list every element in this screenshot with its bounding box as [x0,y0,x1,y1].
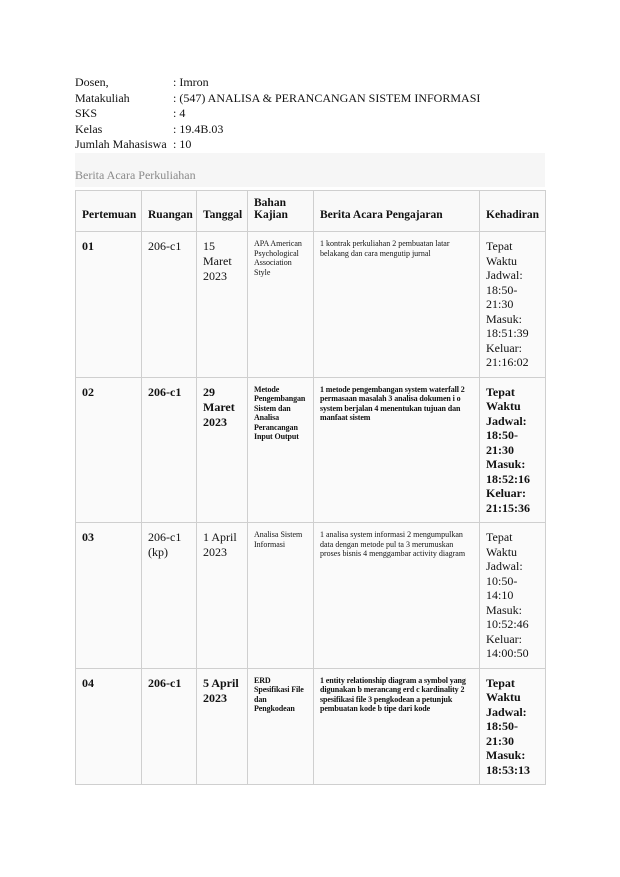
kehadiran-line: Jadwal: [486,559,523,573]
info-value: : (547) ANALISA & PERANCANGAN SISTEM INFORMASI [173,90,481,105]
kehadiran-line: Masuk: [486,457,526,471]
cell-bahan-kajian: Analisa Sistem Informasi [248,523,314,669]
kehadiran-line: 21:30 [486,297,514,311]
info-value: : 4 [173,106,186,120]
header-kehadiran: Kehadiran [480,191,546,232]
kehadiran-line: Jadwal: [486,704,527,719]
header-pertemuan: Pertemuan [76,191,142,232]
cell-berita-acara: 1 analisa system informasi 2 mengumpulkan data dengan metode pul ta 3 merumuskan proses bisnis 4 menggambar activity diagram [314,523,480,669]
kehadiran-line: 14:00:50 [486,646,529,660]
cell-tanggal: 29 Maret 2023 [197,377,248,523]
section-title: Berita Acara Perkuliahan [75,168,196,182]
header-ruangan: Ruangan [142,191,197,232]
table-row [76,523,546,669]
kehadiran-line: 10:50- [486,573,518,588]
header-bahan-kajian: Bahan Kajian [248,191,314,232]
kehadiran-line: Keluar: [486,631,522,646]
info-label: Kelas [75,121,103,136]
kehadiran-line: Waktu [486,253,518,268]
kehadiran-line: Waktu [486,399,521,413]
table-row [76,668,546,785]
kehadiran-line: Masuk: [486,602,522,617]
kehadiran-line: 18:50- [486,428,518,442]
kehadiran-line: Keluar: [486,486,526,500]
kehadiran-line: 14:10 [486,588,514,602]
cell-kehadiran [480,377,546,523]
kehadiran-line: Tepat [486,384,515,399]
header-tanggal: Tanggal [197,191,248,232]
cell-tanggal: 1 April 2023 [197,523,248,669]
kehadiran-line: Masuk: [486,311,522,326]
info-row-dosen [75,75,480,91]
info-value: : 19.4B.03 [173,121,224,136]
berita-acara-table [75,190,546,785]
kehadiran-line: 18:50- [486,282,518,297]
header-berita-acara: Berita Acara Pengajaran [314,191,480,232]
cell-tanggal: 15 Maret 2023 [197,232,248,378]
info-row-jumlah-mahasiswa [75,137,480,153]
info-label: Matakuliah [75,90,130,105]
cell-bahan-kajian: ERD Spesifikasi File dan Pengkodean [248,668,314,785]
cell-berita-acara: 1 metode pengembangan system waterfall 2 permasaan masalah 3 analisa dokumen i o system berjalan 4 menentukan tujuan dan manfaat sistem [314,377,480,523]
table-header-row [76,191,546,232]
cell-tanggal: 5 April 2023 [197,668,248,785]
kehadiran-line: Keluar: [486,340,522,355]
info-row-kelas [75,122,480,138]
kehadiran-line: 21:15:36 [486,500,530,515]
kehadiran-line: 10:52:46 [486,617,529,631]
cell-pertemuan: 03 [76,523,142,669]
kehadiran-line: 18:51:39 [486,326,529,340]
info-value: : Imron [173,75,209,89]
cell-pertemuan: 02 [76,377,142,523]
table-row [76,232,546,378]
info-label: SKS [75,106,98,120]
kehadiran-line: 18:53:13 [486,762,530,777]
kehadiran-line: 18:52:16 [486,471,530,486]
cell-ruangan: 206-c1 [142,232,197,378]
kehadiran-line: Tepat [486,675,515,690]
kehadiran-line: Tepat [486,239,513,253]
cell-kehadiran [480,523,546,669]
info-label: Dosen, [75,75,109,89]
kehadiran-line: Masuk: [486,748,526,762]
kehadiran-line: Jadwal: [486,413,527,428]
cell-kehadiran [480,232,546,378]
cell-bahan-kajian: APA American Psychological Association Style [248,232,314,378]
cell-pertemuan: 04 [76,668,142,785]
info-value: : 10 [173,137,192,151]
kehadiran-line: Jadwal: [486,268,523,282]
cell-pertemuan: 01 [76,232,142,378]
cell-ruangan: 206-c1 [142,668,197,785]
cell-ruangan: 206-c1 (kp) [142,523,197,669]
cell-ruangan: 206-c1 [142,377,197,523]
course-info [75,75,480,153]
kehadiran-line: 21:16:02 [486,355,529,369]
cell-bahan-kajian: Metode Pengembangan Sistem dan Analisa Perancangan Input Output [248,377,314,523]
info-label: Jumlah Mahasiswa [75,137,167,151]
cell-berita-acara: 1 entity relationship diagram a symbol yang digunakan b merancang erd c kardinality 2 spesifikasi file 3 pengkodean a petunjuk pembuatan kode b tipe dari kode [314,668,480,785]
kehadiran-line: Waktu [486,690,521,704]
kehadiran-line: 21:30 [486,733,514,748]
kehadiran-line: Waktu [486,544,518,559]
kehadiran-line: 21:30 [486,442,514,457]
cell-kehadiran [480,668,546,785]
kehadiran-line: 18:50- [486,719,518,733]
info-row-sks [75,106,480,122]
kehadiran-line: Tepat [486,530,513,544]
info-row-matakuliah [75,91,480,107]
cell-berita-acara: 1 kontrak perkuliahan 2 pembuatan latar belakang dan cara mengutip jurnal [314,232,480,378]
table-row [76,377,546,523]
